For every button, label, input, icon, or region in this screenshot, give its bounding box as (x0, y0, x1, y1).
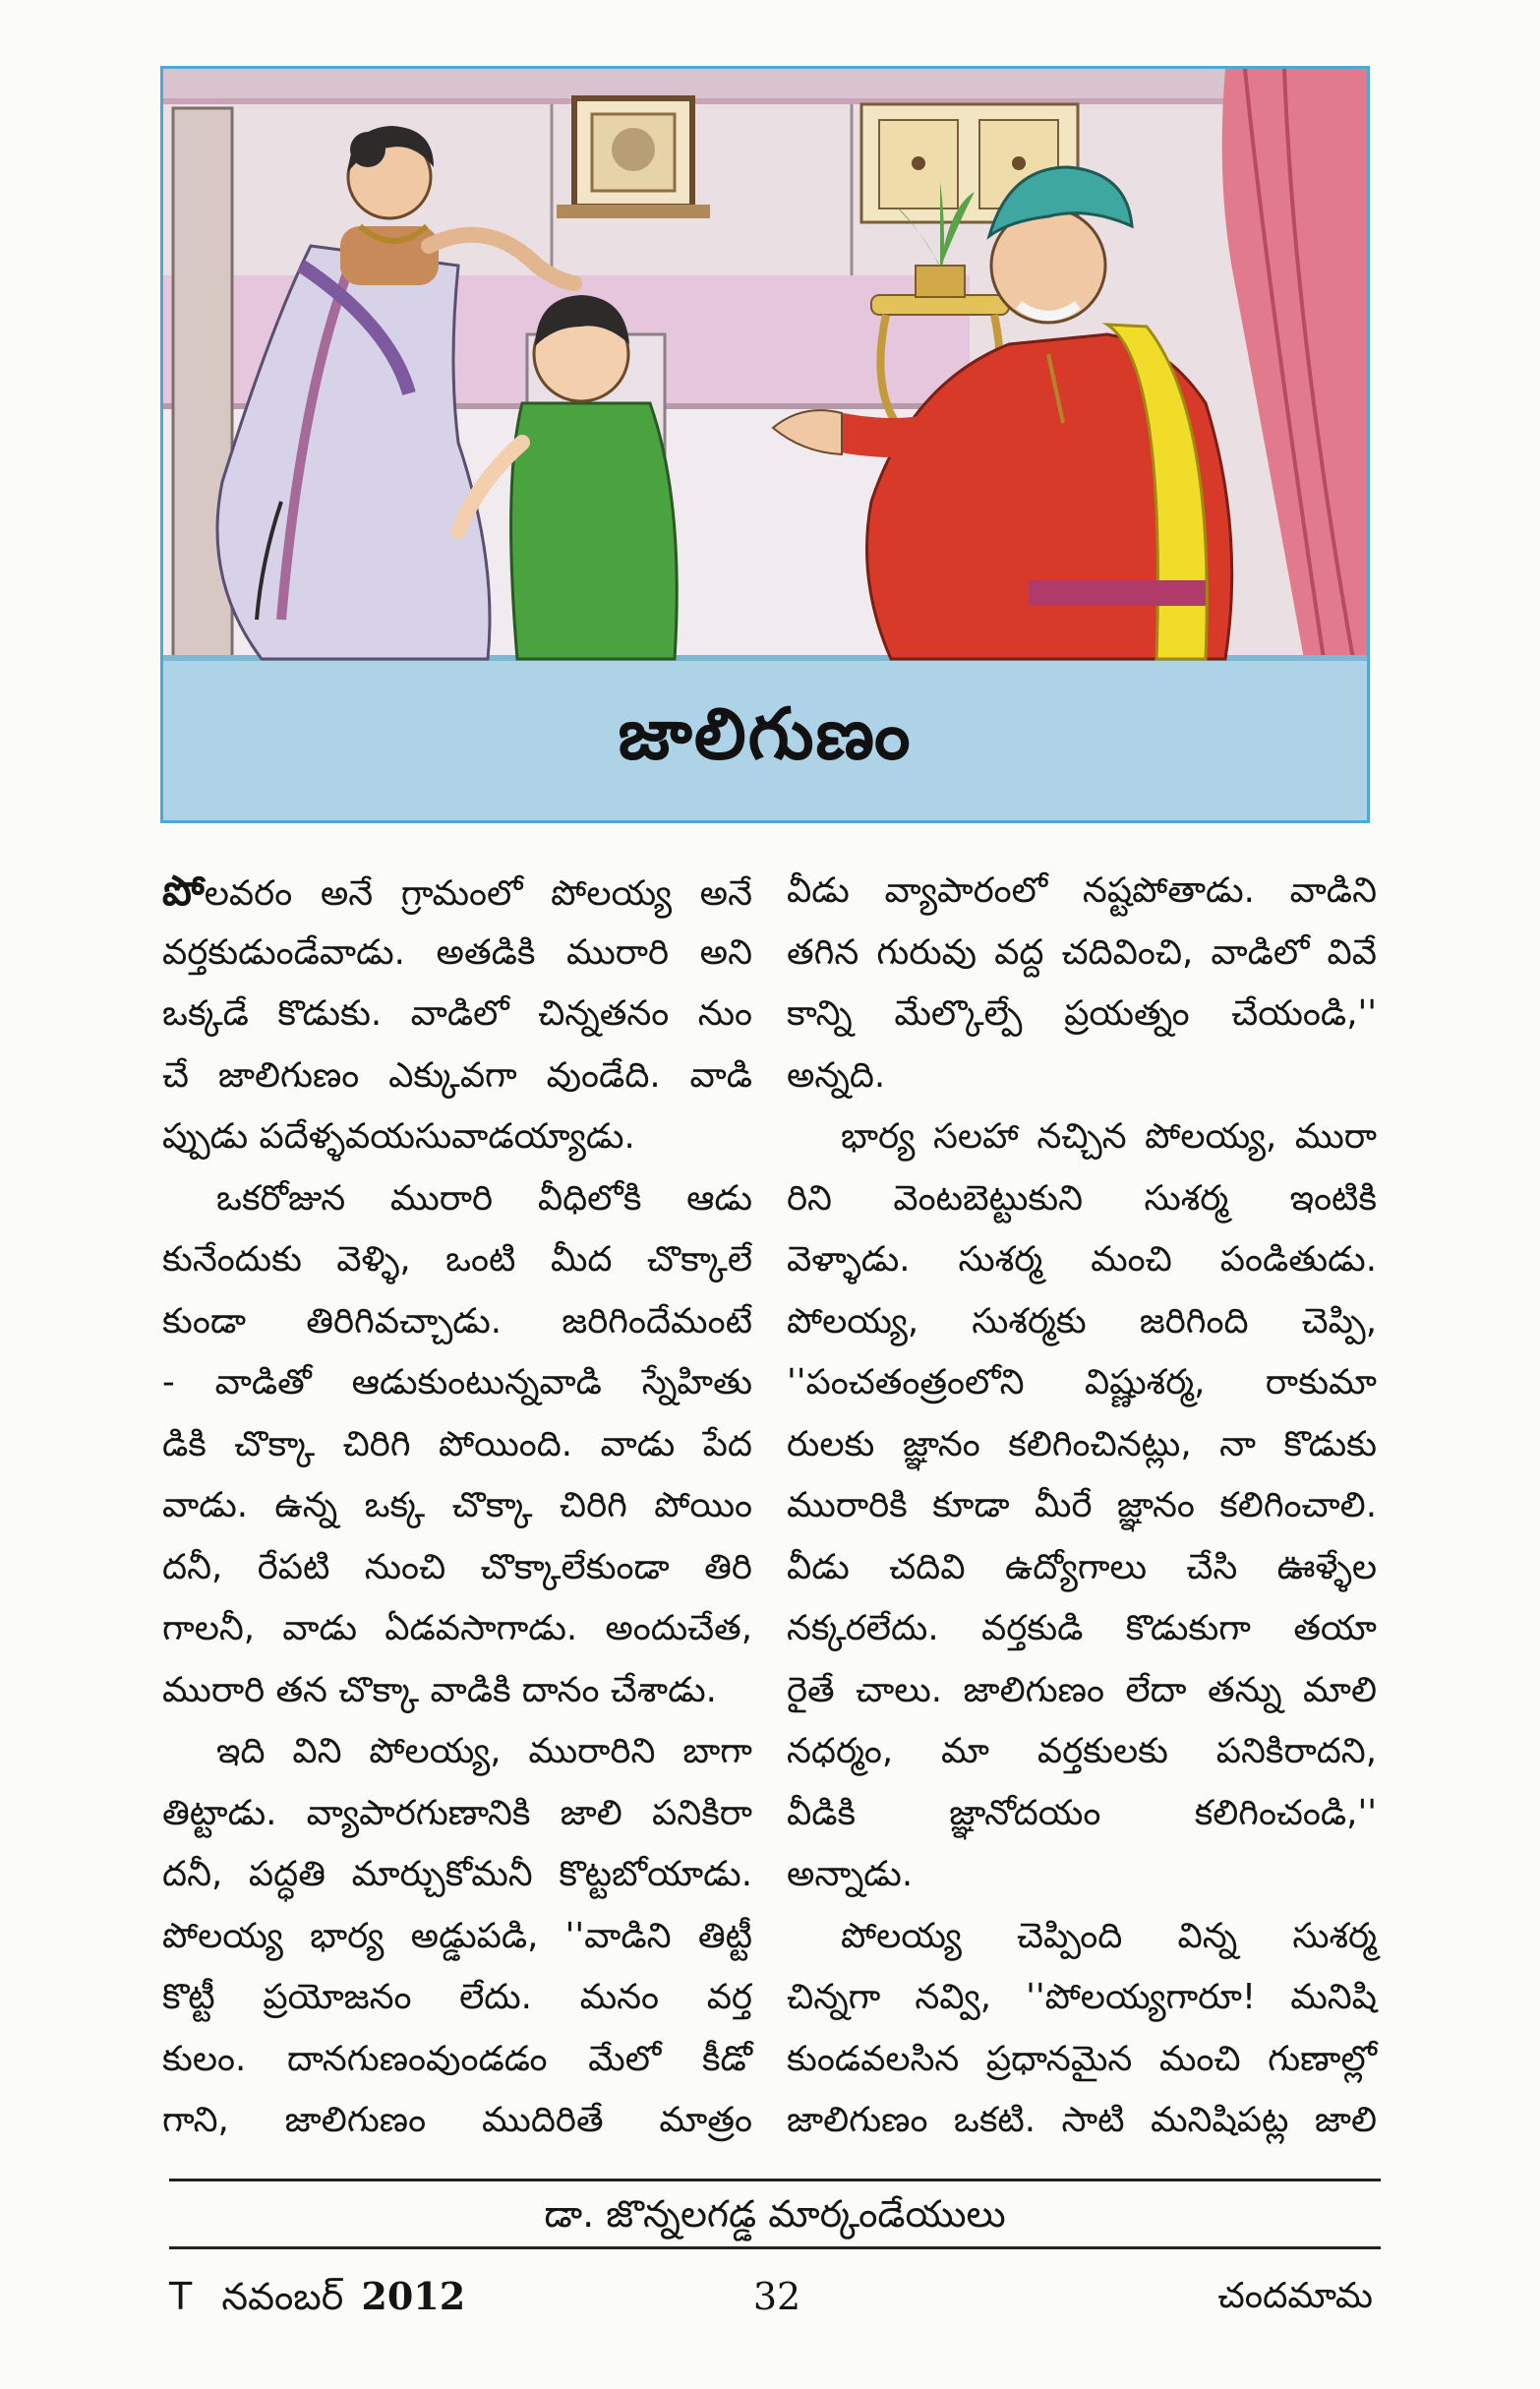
line-text: కుండా తిరిగివచ్చాడు. జరిగిందేమంటే (162, 1300, 752, 1342)
line-text: లవరం అనే గ్రామంలో పోలయ్య అనే (204, 873, 752, 914)
magazine-name: చందమామ (1217, 2276, 1373, 2316)
text-line (162, 1783, 752, 1845)
text-line: తగిన గురువు వద్ద చదివించి, వాడిలో వివే (787, 931, 1377, 973)
text-line: నక్కరలేదు. వర్తకుడి కొడుకుగా తయా (787, 1608, 1377, 1648)
author-name: డా. జొన్నలగడ్డ మార్కండేయులు (544, 2192, 1006, 2236)
author-rule-bottom (169, 2246, 1381, 2249)
line-text: డికి చొక్కా చిరిగి పోయింది. వాడు పేద (162, 1423, 752, 1464)
line-text: మురారి తన చొక్కా వాడికి దానం చేశాడు. (162, 1669, 717, 1710)
text-line (162, 861, 752, 923)
line-text: ప్పుడు పదేళ్ళవయసువాడయ్యాడు. (162, 1116, 635, 1157)
text-line: అన్నది. (787, 1054, 886, 1096)
text-line (162, 1475, 752, 1537)
text-line: అన్నాడు. (787, 1854, 914, 1894)
text-line: వీడికి జ్ఞానోదయం కలిగించండి,'' (787, 1792, 1377, 1833)
text-line: మురారికి కూడా మీరే జ్ఞానం కలిగించాలి. (787, 1485, 1377, 1525)
story-column-right (787, 861, 1377, 2152)
line-text: వర్తకుడుండేవాడు. అతడికి మురారి అని (162, 931, 752, 973)
text-line (162, 1660, 752, 1722)
text-line: జాలిగుణం ఒకటి. సాటి మనిషిపట్ల జాలి (787, 2100, 1377, 2140)
line-text: - వాడితో ఆడుకుంటున్నవాడి స్నేహితు (162, 1362, 752, 1403)
text-line: చిన్నగా నవ్వి, ''పోలయ్యగారూ! మనిషి (787, 1977, 1377, 2017)
text-line (162, 2090, 752, 2152)
text-line: పోలయ్య, సుశర్మకు జరిగింది చెప్పి, (787, 1300, 1377, 1342)
text-line: ''పంచతంత్రంలోని విష్ణుశర్మ, రాకుమా (787, 1362, 1377, 1403)
text-line (162, 1045, 752, 1107)
footer-year: 2012 (361, 2274, 466, 2318)
text-line: రులకు జ్ఞానం కలిగించినట్లు, నా కొడుకు (787, 1423, 1377, 1464)
footer-month: నవంబర్ (221, 2275, 344, 2318)
line-text: వాడు. ఉన్న ఒక్క చొక్కా చిరిగి పోయిం (162, 1485, 752, 1525)
drop-cap: పో (162, 866, 205, 915)
text-line (162, 1229, 752, 1291)
line-text: ఒక్కడే కొడుకు. వాడిలో చిన్నతనం నుం (162, 993, 752, 1034)
line-text: చే జాలిగుణం ఎక్కువగా వుండేది. వాడి (162, 1054, 752, 1096)
text-line: రిని వెంటబెట్టుకుని సుశర్మ ఇంటికి (787, 1177, 1377, 1219)
text-line (162, 1537, 752, 1599)
text-line: వెళ్ళాడు. సుశర్మ మంచి పండితుడు. (787, 1239, 1377, 1280)
line-text: కులం. దానగుణంవుండడం మేలో కీడో (162, 2038, 752, 2079)
story-column-left (162, 861, 752, 2152)
text-line: కుండవలసిన ప్రధానమైన మంచి గుణాల్లో (787, 2038, 1377, 2079)
story-illustration (160, 66, 1370, 823)
story-title: జాలిగుణం (618, 692, 913, 775)
text-line (162, 984, 752, 1045)
line-text: పోలయ్య భార్య అడ్డుపడి, ''వాడిని తిట్టీ (162, 1915, 752, 1956)
text-line: కాన్ని మేల్కొల్పే ప్రయత్నం చేయండి,'' (787, 993, 1377, 1034)
line-text: గాలనీ, వాడు ఏడవసాగాడు. అందుచేత, (162, 1608, 752, 1648)
line-text: ఒకరోజున మురారి వీధిలోకి ఆడు (216, 1177, 752, 1219)
line-text: గాని, జాలిగుణం ముదిరితే మాత్రం (162, 2100, 752, 2140)
text-line (162, 1291, 752, 1353)
text-line (162, 1168, 752, 1230)
text-line (162, 1598, 752, 1660)
text-line (162, 1414, 752, 1476)
line-text: తిట్టాడు. వ్యాపారగుణానికి జాలి పనికిరా (162, 1792, 752, 1833)
text-line: భార్య సలహా నచ్చిన పోలయ్య, మురా (841, 1116, 1377, 1157)
text-line (162, 1844, 752, 1906)
footer-issue (169, 2272, 465, 2321)
line-text: ఇది విని పోలయ్య, మురారిని బాగా (216, 1731, 752, 1771)
text-line: వీడు వ్యాపారంలో నష్టపోతాడు. వాడిని (787, 870, 1377, 911)
text-line (162, 2029, 752, 2091)
text-line (162, 1967, 752, 2029)
line-text: దనీ, రేపటి నుంచి చొక్కాలేకుండా తిరి (162, 1546, 752, 1587)
text-line: రైతే చాలు. జాలిగుణం లేదా తన్ను మాలి (787, 1669, 1377, 1710)
text-line (162, 923, 752, 985)
author-rule-top (169, 2179, 1381, 2181)
text-line (162, 1352, 752, 1414)
text-line (162, 1721, 752, 1783)
footer-mark: T (169, 2275, 193, 2318)
text-line: నధర్మం, మా వర్తకులకు పనికిరాదని, (787, 1731, 1377, 1771)
line-text: దనీ, పద్ధతి మార్చుకోమనీ కొట్టబోయాడు. (162, 1854, 752, 1894)
line-text: కొట్టీ ప్రయోజనం లేదు. మనం వర్త (162, 1977, 752, 2017)
text-line (162, 1106, 752, 1168)
text-line (162, 1906, 752, 1968)
text-line: వీడు చదివి ఉద్యోగాలు చేసి ఊళ్ళేల (787, 1546, 1377, 1587)
text-line: పోలయ్య చెప్పింది విన్న సుశర్మ (841, 1915, 1377, 1956)
line-text: కునేందుకు వెళ్ళి, ఒంటి మీద చొక్కాలే (162, 1239, 752, 1280)
page-number: 32 (752, 2275, 801, 2318)
